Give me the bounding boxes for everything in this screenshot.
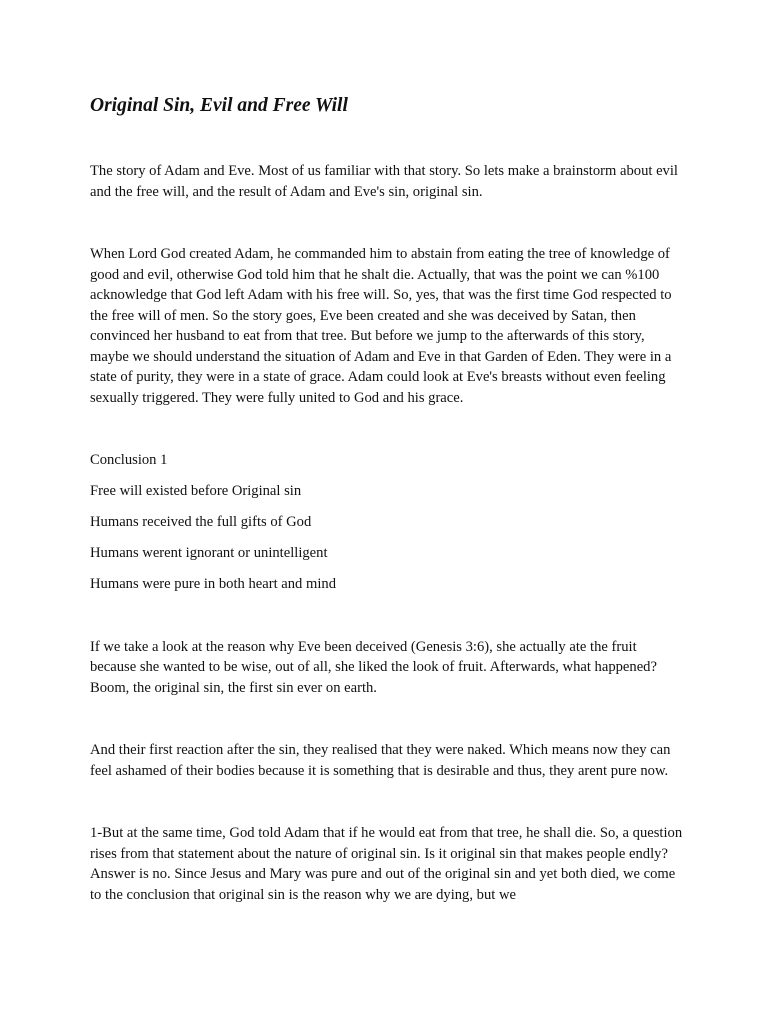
intro-paragraph: The story of Adam and Eve. Most of us familiar with that story. So lets make a brainstorm about evil and the free will, and the result of Adam and Eve's sin, original sin. — [90, 163, 678, 200]
conclusion-item: Humans were pure in both heart and mind — [90, 576, 336, 592]
deception-paragraph: If we take a look at the reason why Eve been deceived (Genesis 3:6), she actually ate the fruit because she wanted to be wise, out of all, she liked the look of fruit. Afterwards, what happened? Boom, the original sin, the first sin ever on earth. — [90, 638, 657, 696]
reaction-paragraph: And their first reaction after the sin, they realised that they were naked. Which means now they can feel ashamed of their bodies because it is something that is desirable and thus, they arent pure now. — [90, 742, 671, 779]
document-body — [90, 94, 684, 947]
conclusion-item: Humans werent ignorant or unintelligent — [90, 545, 328, 561]
conclusion-heading: Conclusion 1 — [90, 452, 168, 468]
conclusion-item: Humans received the full gifts of God — [90, 514, 312, 530]
conclusion-block — [90, 450, 684, 595]
document-title: Original Sin, Evil and Free Will — [90, 95, 348, 116]
conclusion-item: Free will existed before Original sin — [90, 483, 302, 499]
death-paragraph: 1-But at the same time, God told Adam that if he would eat from that tree, he shall die. So, a question rises from that statement about the nature of original sin. Is it original sin that makes people endly? Answer is no. Since Jesus and Mary was pure and out of the original sin and yet both died, we come to the conclusion that original sin is the reason why we are dying, but we — [90, 825, 683, 903]
creation-paragraph: When Lord God created Adam, he commanded him to abstain from eating the tree of knowledge of good and evil, otherwise God told him that he shalt die. Actually, that was the point we can %100 acknowledge that God left Adam with his free will. So, yes, that was the first time God respected to the free will of men. So the story goes, Eve been created and she was deceived by Satan, then convinced her husband to eat from that tree. But before we jump to the afterwards of this story, maybe we should understand the situation of Adam and Eve in that Garden of Eden. They were in a state of purity, they were in a state of grace. Adam could look at Eve's breasts without even feeling sexually triggered. They were fully united to God and his grace. — [90, 246, 672, 406]
